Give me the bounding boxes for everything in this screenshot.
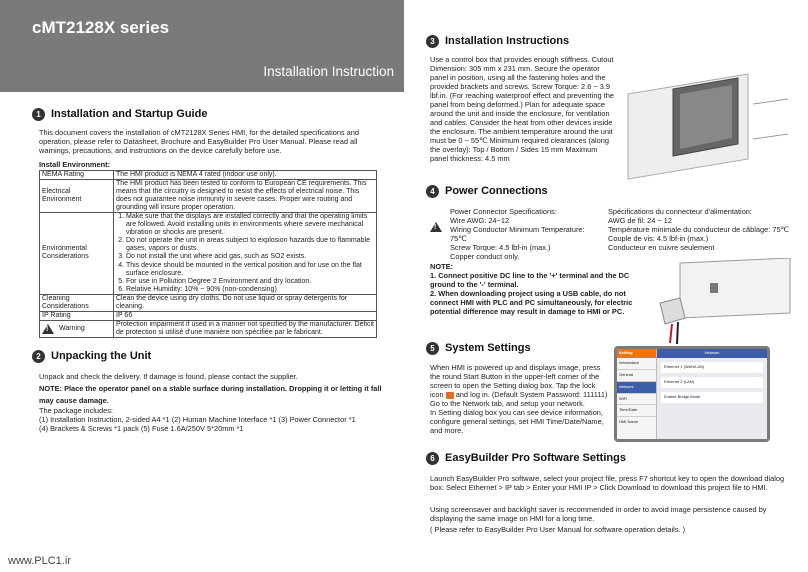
section-number: 6	[426, 452, 439, 465]
env-label: Install Environment:	[39, 160, 111, 169]
spec-line: Température minimale du conducteur de câblage: 75℃	[608, 225, 789, 235]
row-text: The HMI product is NEMA 4 rated (indoor use only).	[114, 171, 377, 180]
table-row	[40, 213, 377, 294]
row-label: Environmental Considerations	[40, 213, 114, 294]
package-line-2: (4) Brackets & Screws *1 pack (5) Fuse 1.6A/250V 5*20mm *1	[39, 424, 244, 433]
section-title: EasyBuilder Pro Software Settings	[445, 452, 626, 464]
row-label: IP Rating	[40, 311, 114, 320]
package-label: The package includes:	[39, 406, 113, 415]
section-number: 3	[426, 35, 439, 48]
software-text-1: Launch EasyBuilder Pro software, select your project file, press F7 shortcut key to open the download dialog box: Select Ethernet > IP tab > Enter your HMI IP > Click Download to download this project file to HMI.	[430, 474, 785, 493]
panel-title: Network	[657, 349, 767, 358]
spec-line: Power Connector Specifications:	[450, 207, 557, 216]
row-label: Cleaning Considerations	[40, 294, 114, 311]
panel-row: Ethernet 1 (WAN/LAN)	[661, 362, 763, 373]
lock-icon	[446, 392, 454, 399]
row-text: IP 66	[114, 311, 377, 320]
note-text: Place the operator panel on a stable surface during installation. Dropping it or letting it fall may cause damage.	[39, 384, 382, 405]
section-2-heading	[32, 350, 151, 363]
warning-icon: !	[430, 222, 442, 232]
row-list-cell	[114, 213, 377, 294]
section-number: 4	[426, 185, 439, 198]
row-label: Electrical Environment	[40, 180, 114, 213]
spec-line: Wire AWG: 24~12	[450, 216, 510, 226]
spec-line: AWG de fil: 24 ~ 12	[608, 216, 673, 226]
note-line: 1. Connect positive DC line to the '+' terminal and the DC ground to the '-' terminal.	[430, 271, 630, 290]
section-number: 1	[32, 108, 45, 121]
env-list	[126, 213, 374, 293]
section-5-heading	[426, 342, 531, 355]
section-number: 5	[426, 342, 439, 355]
install-text: Use a control box that provides enough stiffness. Cutout Dimension: 305 mm x 231 mm. Secure the operator panel in position, using all the fastening holes and the provided brackets and screws. Screw Torque: 2.6 ~ 3.9 lbf.in. (For reaching waterproof effect and preventing the panel from being deformed.) Plan for adequate space around the unit and inside the enclosure, for ventilation and cables. Consider the heat from other devices inside the enclosure. The ambient temperature around the unit must be 0 ~ 55℃ Minimum required clearances (along the overlay): Top / Bottom / Sides 15 mm Maximum panel thickness: 4.5 mm	[430, 55, 614, 164]
section-3-heading	[426, 35, 569, 48]
package-line-1: (1) Installation Instruction, 2-sided A4 *1 (2) Human Machine Interface *1 (3) Power Connector *1	[39, 415, 356, 424]
row-label: NEMA Rating	[40, 171, 114, 180]
spec-line: Spécifications du connecteur d'alimentation:	[608, 207, 752, 216]
setting-screen	[614, 346, 770, 442]
system-text-1: When HMI is powered up and displays image, press the round Start Button in the upper-left corner of the screen to open the Setting dialog box. Tap the lock icon	[430, 363, 601, 400]
footer-site: www.PLC1.ir	[8, 555, 71, 567]
instruction-title: Installation Instruction	[263, 64, 394, 79]
section-title: Unpacking the Unit	[51, 350, 152, 362]
menu-item-information: Information	[617, 358, 656, 370]
intro-paragraph: This document covers the installation of cMT2128X Series HMI, for the detailed specifications and operation, please refer to Datasheet, Brochure and EasyBuilder Pro User Manual. Please read all warnings, precautions, and instructions on the device carefully before use.	[39, 128, 360, 156]
section-number: 2	[32, 350, 45, 363]
list-item: 5. For use in Pollution Degree 2 Environment and dry location.	[126, 278, 374, 286]
mounting-diagram	[618, 64, 798, 182]
power-note	[430, 262, 640, 316]
unpack-text: Unpack and check the delivery. If damage is found, please contact the supplier.	[39, 372, 298, 381]
header-band	[0, 0, 404, 92]
power-specs-en	[450, 207, 600, 261]
menu-item-general: General	[617, 370, 656, 382]
section-4-heading	[426, 185, 548, 198]
menu-item-time-date: Time/Date	[617, 405, 656, 417]
system-text-4: In Setting dialog box you can see device information, configure general settings, set HMI Time/Date/Name, and more.	[430, 408, 604, 436]
menu-item-hmi-name: HMI Name	[619, 419, 639, 425]
spec-line: Conducteur en cuivre seulement	[608, 243, 715, 253]
power-connector-diagram	[650, 258, 795, 346]
list-item: 4. This device should be mounted in the vertical position and for use on the flat surface enclosure.	[126, 262, 374, 278]
menu-item-network: Network	[617, 382, 656, 394]
note-label: NOTE:	[430, 262, 453, 271]
setting-sidebar	[617, 349, 657, 439]
section-title: Installation and Startup Guide	[51, 108, 208, 120]
row-text: Protection impairment if used in a manner not specified by the manufacturer. Déficit de protection si utilisé d'une manière non spécifiée par le fabricant.	[114, 320, 377, 337]
system-text-3: Go to the Network tab, and setup your network.	[430, 399, 585, 409]
system-text-2: and log in. (Default System Password: 111111)	[455, 390, 608, 400]
power-specs-fr	[608, 207, 804, 252]
setting-panel	[657, 349, 767, 439]
spec-line: Wiring Conductor Minimum Temperature: 75℃	[450, 225, 585, 244]
panel-row: Ethernet 2 (LAN)	[661, 377, 763, 388]
section-title: System Settings	[445, 342, 531, 354]
table-row	[40, 311, 377, 320]
row-text: Clean the device using dry cloths. Do not use liquid or spray detergents for cleaning.	[114, 294, 377, 311]
system-text	[430, 363, 610, 435]
table-row	[40, 171, 377, 180]
list-item: 1. Make sure that the displays are installed correctly and that the operating limits are followed. Avoid installing units in environments where severe mechanical vibration or shocks are present.	[126, 213, 374, 237]
spec-line: Copper conduct only.	[450, 252, 520, 262]
note-line: 2. When downloading project using a USB cable, do not connect HMI with PLC and PC simultaneously, for electric potential difference may result in damage to HMI or PC.	[430, 289, 633, 317]
menu-item-wifi: WiFi	[617, 394, 656, 406]
spec-line: Screw Torque: 4.5 lbf-in (max.)	[450, 243, 551, 253]
software-text-2: Using screensaver and backlight saver is recommended in order to avoid image persistence caused by displaying the same image on HMI for a long time.	[430, 505, 767, 524]
software-text-3: ( Please refer to EasyBuilder Pro User Manual for software operation details. )	[430, 525, 686, 534]
warning-label-cell	[40, 320, 114, 337]
note-label: NOTE:	[39, 384, 62, 393]
unpack-note	[39, 383, 384, 407]
spec-line: Couple de vis: 4.5 lbf-in (max.)	[608, 234, 709, 244]
row-text: The HMI product has been tested to conform to European CE requirements. This means that the circuitry is designed to resist the effects of electrical noise. This does not guarantee noise immunity in severe cases. Proper wire routing and grounding will insure proper operation.	[114, 180, 377, 213]
setting-title: Setting	[617, 349, 656, 358]
environment-table	[39, 170, 377, 338]
list-item: 2. Do not operate the unit in areas subject to explosion hazards due to flammable gases, vapors or dusts.	[126, 237, 374, 253]
list-item: 6. Relative Humidity: 10% ~ 90% (non-condensing)	[126, 286, 374, 294]
table-row	[40, 294, 377, 311]
section-6-heading	[426, 452, 626, 465]
section-title: Power Connections	[445, 185, 548, 197]
table-row	[40, 180, 377, 213]
table-row	[40, 320, 377, 337]
list-item: 3. Do not install the unit where acid gas, such as SO2 exists.	[126, 253, 374, 261]
row-label: Warning	[59, 324, 85, 332]
series-title: cMT2128X series	[32, 18, 170, 37]
section-title: Installation Instructions	[445, 35, 570, 47]
panel-row: Enable Bridge Mode	[661, 392, 763, 403]
section-1-heading	[32, 108, 207, 121]
warning-icon: !	[42, 324, 54, 334]
